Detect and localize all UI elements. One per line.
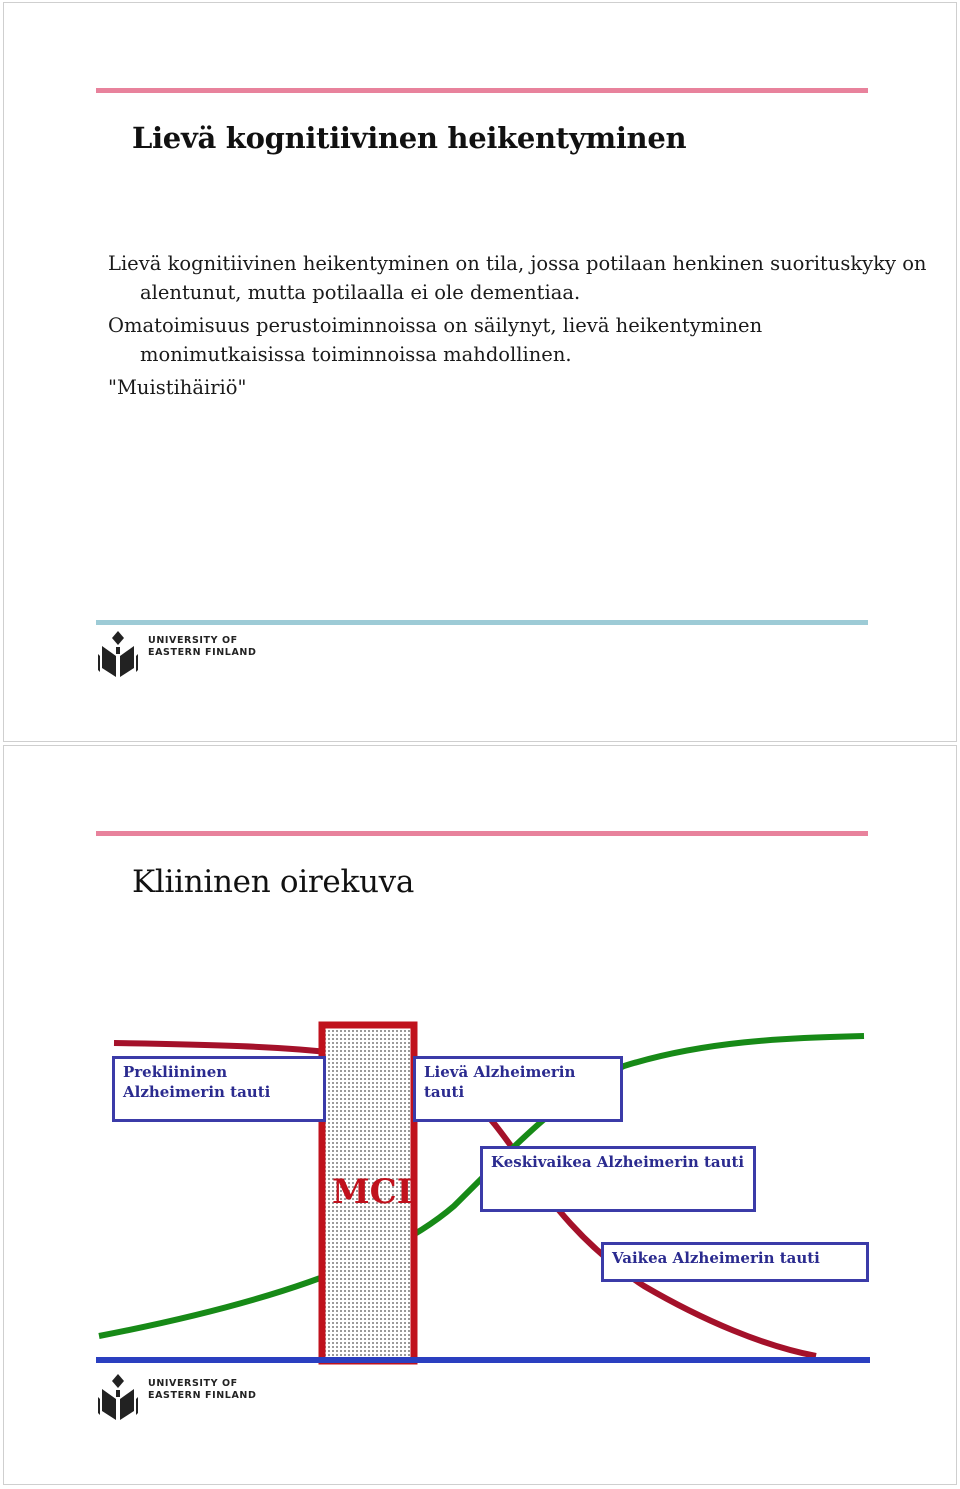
box-vaikea xyxy=(601,1242,869,1282)
paragraph: Lievä kognitiivinen heikentyminen on tila, jossa potilaan henkinen suorituskyky on alentunut, mutta potilaalla ei ole dementiaa. xyxy=(108,252,927,304)
slide-2 xyxy=(3,745,957,1485)
university-logo xyxy=(96,629,257,683)
logo-line: EASTERN FINLAND xyxy=(148,647,257,658)
box-prekliininen xyxy=(112,1056,326,1122)
slide-title: Kliininen oirekuva xyxy=(132,864,415,900)
box-label: Vaikea Alzheimerin tauti xyxy=(612,1249,820,1267)
paragraph: Omatoimisuus perustoiminnoissa on säilynyt, lievä heikentyminen monimutkaisissa toiminnoissa mahdollinen. xyxy=(108,314,763,366)
slide-title: Lievä kognitiivinen heikentyminen xyxy=(132,121,687,155)
box-label: Lievä Alzheimerin tauti xyxy=(424,1063,576,1101)
box-label: Keskivaikea Alzheimerin tauti xyxy=(491,1153,745,1171)
slide-1 xyxy=(3,2,957,742)
university-logo xyxy=(96,1372,257,1426)
slide-body xyxy=(108,249,928,406)
box-lieva xyxy=(413,1056,623,1122)
uef-emblem-icon xyxy=(96,1372,140,1422)
box-keskivaikea xyxy=(480,1146,756,1212)
timeline-axis xyxy=(96,1357,870,1363)
logo-line: EASTERN FINLAND xyxy=(148,1390,257,1401)
logo-text xyxy=(148,1378,256,1402)
mci-label: MCI xyxy=(332,1172,413,1212)
logo-text xyxy=(148,635,256,659)
box-label: Prekliininen Alzheimerin tauti xyxy=(123,1063,271,1101)
top-rule xyxy=(96,88,868,93)
logo-line: UNIVERSITY OF xyxy=(148,635,238,646)
logo-line: UNIVERSITY OF xyxy=(148,1378,238,1389)
bottom-rule xyxy=(96,620,868,625)
uef-emblem-icon xyxy=(96,629,140,679)
paragraph: "Muistihäiriö" xyxy=(108,376,247,399)
